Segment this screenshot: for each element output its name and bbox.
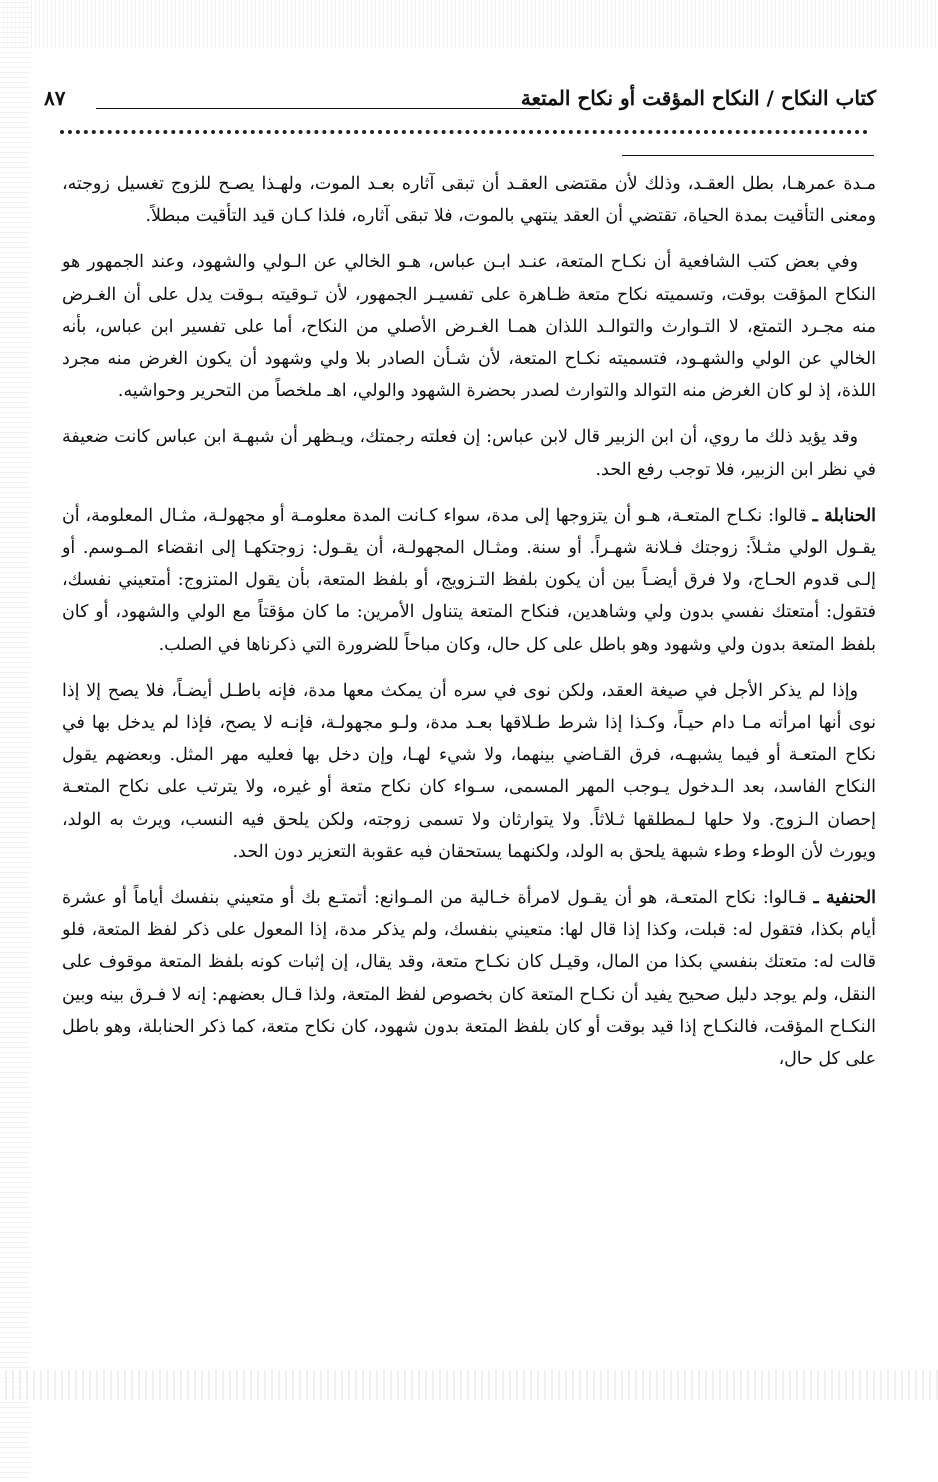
- short-rule: [622, 155, 874, 156]
- paragraph-text: قـالوا: نكاح المتعـة، هو أن يقـول لامرأة خـالية من المـوانع: أتمتـع بك أو متعيني بنفسك أياماً أو عشرة أيام بكذا، فتقول له: قبلت، وكذا إذا قال لها: متعيني بنفسك، ولم يذكر مدة، إذا المعول على ذكر لفظ المتعة، فلو قالت له: متعتك بنفسي بكذا من المال، وقيـل كان نكـاح متعة، وقد يقال، إن إثبات كونه بلفظ المتعة موقوف على النقل، ولم يوجد دليل صحيح يفيد أن نكـاح المتعة كان بخصوص لفظ المتعة، ولذا قـال بعضهم: إنه لا فـرق بينه وبين النكـاح المؤقت، فالنكـاح إذا قيد بوقت أو كان بلفظ المتعة بدون شهود، كان نكاح متعة، كما ذكر الحنابلة، وهو باطل على كل حال،: [62, 888, 876, 1070]
- paragraph: [62, 675, 876, 868]
- running-header: [44, 84, 876, 124]
- header-title: كتاب النكاح / النكاح المؤقت أو نكاح المتعة: [520, 86, 876, 110]
- dotted-separator: [60, 130, 868, 146]
- paragraph-text: وإذا لم يذكر الأجل في صيغة العقد، ولكن نوى في سره أن يمكث معها مدة، فإنه باطـل أيضـاً، فلا يصح إلا إذا نوى أنها امرأته مـا دام حيـاً، وكـذا إذا شرط طـلاقها بعـد مدة، ولـو مجهولـة، فإنـه لا يصح، فإذا لم يدخل بها في نكاح المتعـة أو فيما يشبهـه، فرق القـاضي بينهما، ولا شيء لهـا، وإن دخل بها فعليه مهر المثل. وبعضهم يقول النكاح الفاسد، بعد الـدخول يـوجب المهر المسمى، سـواء كان نكاح متعة أو غيره، ولا يترتب على نكاح المتعـة إحصان الـزوج. ولا حلها لـمطلقها ثـلاثاً. ولا يتوارثان ولا تسمى زوجته، ولكن يلحق فيه النسب، ويرث به الولد، ويورث لأن الوطء وطء شبهة يلحق به الولد، ولكنهما يستحقان فيه عقوبة التعزير دون الحد.: [62, 680, 876, 862]
- section-heading-hanafiyya: الحنفية ـ: [813, 888, 876, 909]
- header-rule: [96, 108, 540, 109]
- paragraph-text: وقد يؤيد ذلك ما روي، أن ابن الزبير قال لابن عباس: إن فعلته رجمتك، ويـظهر أن شبهـة ابن عباس كانت ضعيفة في نظر ابن الزبير، فلا توجب رفع الحد.: [62, 427, 876, 480]
- paragraph-hanabila: [62, 500, 876, 661]
- paragraph: [62, 421, 876, 485]
- paragraph: [62, 168, 876, 232]
- paragraph-text: مـدة عمرهـا، بطل العقـد، وذلك لأن مقتضى العقـد أن تبقى آثاره بعـد الموت، ولهـذا يصـح للزوج تغسيل زوجته، ومعنى التأقيت بمدة الحياة، تقتضي أن العقد ينتهي بالموت، فلا تبقى آثاره، فلذا كـان قيد التأقيت مبطلاً.: [62, 174, 876, 227]
- paragraph-hanafiyya: [62, 882, 876, 1075]
- page-number: ٨٧: [44, 86, 66, 110]
- body-text: [62, 168, 876, 1089]
- scan-edge-left: [0, 0, 30, 1482]
- scan-edge-bottom: [0, 1370, 938, 1400]
- paragraph: [62, 246, 876, 407]
- paragraph-text: قالوا: نكـاح المتعـة، هـو أن يتزوجها إلى مدة، سواء كـانت المدة معلومـة أو مجهولـة، مثـال المعلومة، أن يقـول الولي مثـلاً: زوجتك فـلانة شهـراً. أو سنة. ومثـال المجهولـة، أن يقـول: زوجتكهـا إلى انقضاء المـوسم. أو إلـى قدوم الحـاج، ولا فرق أيضـاً بين أن يكون بلفظ التـزويج، أو بلفظ المتعة، بأن يقول المتزوج: أمتعيني نفسك، فتقول: أمتعتك نفسي بدون ولي وشاهدين، فنكاح المتعة يتناول الأمرين: ما كان مؤقتاً مع الولي والشهود، أو كان بلفظ المتعة بدون ولي وشهود وهو باطل على كل حال، وكان مباحاً للضرورة التي ذكرناها في الصلب.: [62, 505, 876, 655]
- scan-edge-top: [0, 0, 938, 48]
- paragraph-text: وفي بعض كتب الشافعية أن نكـاح المتعة، عنـد ابـن عباس، هـو الخالي عن الـولي والشهود، وعند الجمهور هو النكاح المؤقت بوقت، وتسميته نكاح متعة ظـاهرة على تفسيـر الجمهور، لأن تـوقيته بـوقت يدل على أن الغـرض منه مجـرد التمتع، لا التـوارث والتوالـد اللذان همـا الغـرض الأصلي من النكاح، أما على تفسير ابن عباس، بأنه الخالي عن الولي والشهـود، فتسميته نكـاح المتعة، لأن شـأن الصادر بلا ولي وشهود أن يكون الغرض منه مجرد اللذة، إذ لو كان الغرض منه التوالد والتوارث لصدر بحضرة الشهود والولي، اهـ ملخصاً من التحرير وحواشيه.: [62, 252, 876, 402]
- section-heading-hanabila: الحنابلة ـ: [812, 505, 876, 526]
